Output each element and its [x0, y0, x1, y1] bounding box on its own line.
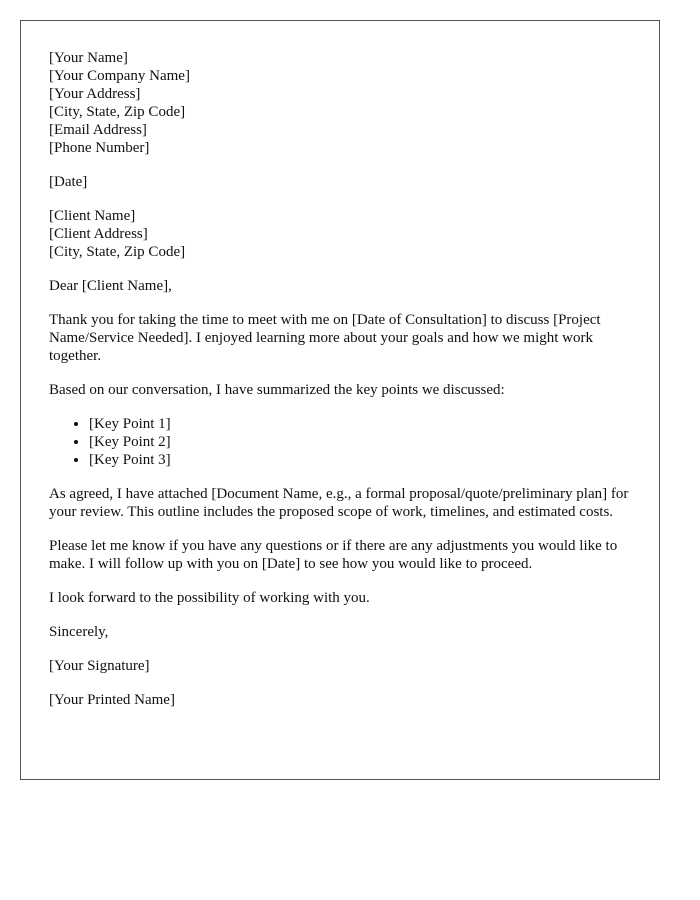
- signature: [Your Signature]: [49, 658, 150, 674]
- salutation: Dear [Client Name],: [49, 278, 172, 294]
- sender-city-state-zip: [City, State, Zip Code]: [49, 104, 186, 120]
- attachment-paragraph: As agreed, I have attached [Document Name, e.g., a formal proposal/quote/preliminary plan] for your review. This outline includes the proposed scope of work, timelines, and estimated costs.: [49, 486, 629, 520]
- closing: Sincerely,: [49, 624, 109, 640]
- sender-company: [Your Company Name]: [49, 68, 190, 84]
- recipient-address: [Client Address]: [49, 226, 148, 242]
- list-item: • [Key Point 1]: [89, 415, 631, 433]
- summary-lead-paragraph: Based on our conversation, I have summarized the key points we discussed:: [49, 382, 505, 398]
- sender-email: [Email Address]: [49, 122, 147, 138]
- sender-phone: [Phone Number]: [49, 140, 150, 156]
- letter-page: [20, 20, 660, 780]
- recipient-block: [49, 207, 631, 261]
- key-points-list: [49, 415, 631, 469]
- closing-line-paragraph: I look forward to the possibility of working with you.: [49, 590, 370, 606]
- letter-date: [Date]: [49, 174, 88, 190]
- list-item: • [Key Point 2]: [89, 433, 631, 451]
- sender-block: [49, 49, 631, 157]
- recipient-name: [Client Name]: [49, 208, 136, 224]
- intro-paragraph: Thank you for taking the time to meet with me on [Date of Consultation] to discuss [Project Name/Service Needed]. I enjoyed learning more about your goals and how we might work together.: [49, 312, 601, 364]
- list-item: • [Key Point 3]: [89, 451, 631, 469]
- sender-name: [Your Name]: [49, 50, 128, 66]
- recipient-city-state-zip: [City, State, Zip Code]: [49, 244, 186, 260]
- printed-name: [Your Printed Name]: [49, 692, 175, 708]
- follow-up-paragraph: Please let me know if you have any questions or if there are any adjustments you would like to make. I will follow up with you on [Date] to see how you would like to proceed.: [49, 538, 618, 572]
- date-block: [49, 173, 631, 191]
- sender-address: [Your Address]: [49, 86, 141, 102]
